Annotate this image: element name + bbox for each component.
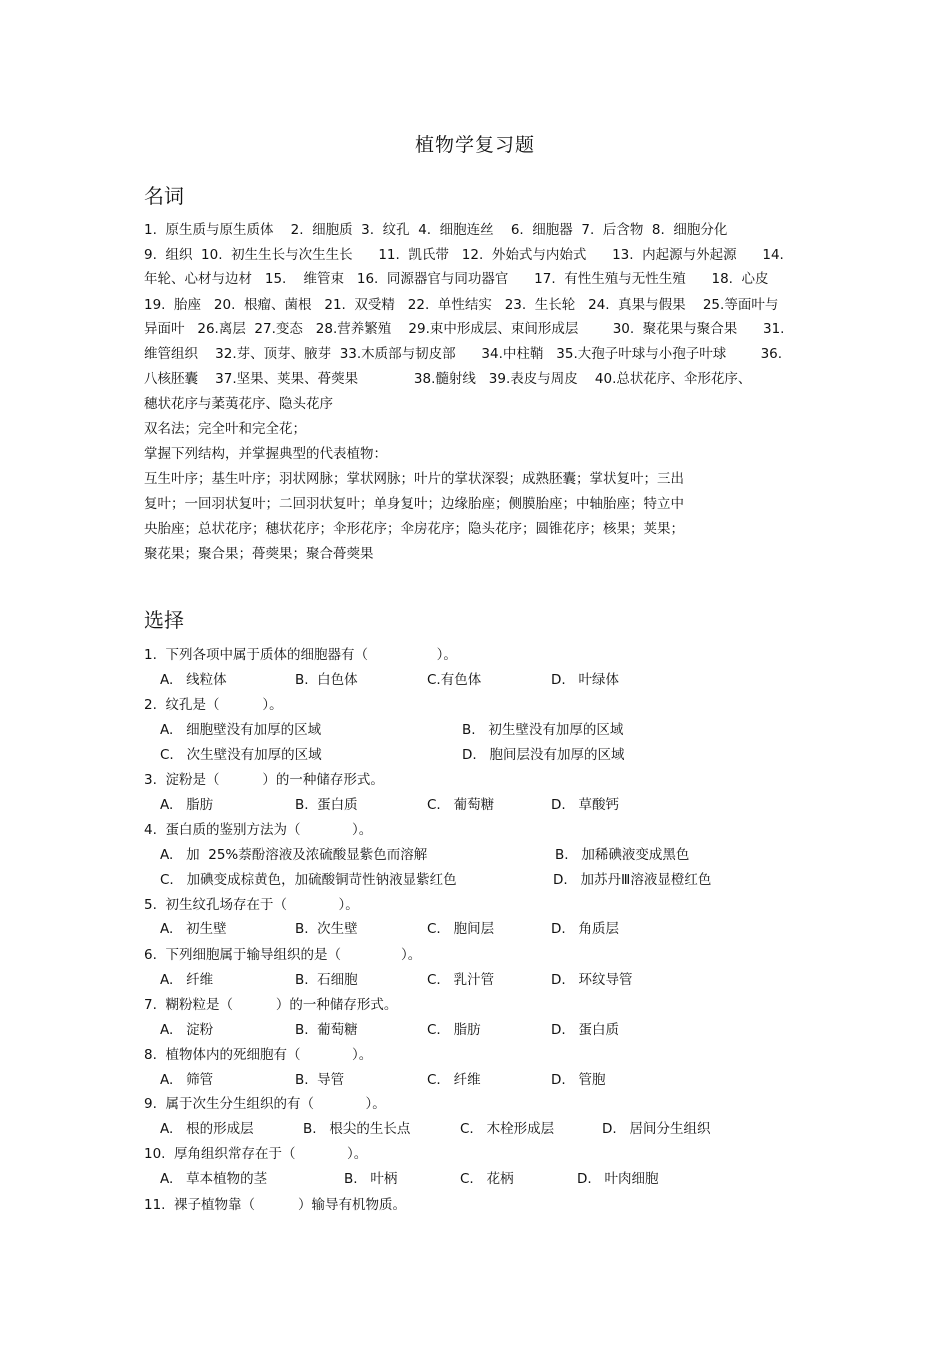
- option-b: B. 蛋白质: [295, 797, 358, 813]
- option-b: B. 叶柄: [344, 1171, 398, 1187]
- question-text: 5. 初生纹孔场存在于（ ）。: [144, 897, 359, 913]
- terms-line: 央胎座；总状花序；穗状花序；伞形花序；伞房花序；隐头花序；圆锥花序；核果；荚果；: [144, 521, 684, 537]
- option-b: B. 导管: [295, 1072, 345, 1088]
- question-text: 3. 淀粉是（ ）的一种储存形式。: [144, 772, 384, 788]
- question-text: 8. 植物体内的死细胞有（ ）。: [144, 1047, 373, 1063]
- option-a: A. 筛管: [160, 1072, 214, 1088]
- option-c: C. 葡萄糖: [427, 797, 495, 813]
- option-b: B. 石细胞: [295, 972, 358, 988]
- option-d: D. 叶肉细胞: [577, 1171, 659, 1187]
- option-d: D. 管胞: [551, 1072, 606, 1088]
- question-text: 6. 下列细胞属于输导组织的是（ ）。: [144, 947, 422, 963]
- option-c: C. 加碘变成棕黄色，加硫酸铜苛性钠液显紫红色: [160, 872, 457, 888]
- terms-line: 聚花果；聚合果；蓇葖果；聚合蓇葖果: [144, 546, 374, 562]
- option-a: A. 加 25%萘酚溶液及浓硫酸显紫色而溶解: [160, 847, 428, 863]
- terms-heading: 名词: [144, 184, 184, 208]
- option-b: B. 初生壁没有加厚的区域: [462, 722, 624, 738]
- option-d: D. 叶绿体: [551, 672, 620, 688]
- question-text: 1. 下列各项中属于质体的细胞器有（ ）。: [144, 647, 457, 663]
- terms-line: 八核胚囊 37.坚果、荚果、蓇葖果 38.髓射线 39.表皮与周皮 40.总状花序、伞形花序、: [144, 371, 752, 387]
- option-d: D. 蛋白质: [551, 1022, 620, 1038]
- option-b: B. 白色体: [295, 672, 358, 688]
- option-d: D. 环纹导管: [551, 972, 633, 988]
- option-c: C. 花柄: [460, 1171, 514, 1187]
- terms-line: 1. 原生质与原生质体 2. 细胞质 3. 纹孔 4. 细胞连丝 6. 细胞器 7. 后含物 8. 细胞分化: [144, 222, 728, 238]
- choice-heading: 选择: [144, 608, 184, 632]
- question-text: 4. 蛋白质的鉴别方法为（ ）。: [144, 822, 373, 838]
- option-c: C. 脂肪: [427, 1022, 481, 1038]
- terms-line: 掌握下列结构，并掌握典型的代表植物：: [144, 446, 387, 462]
- option-a: A. 纤维: [160, 972, 214, 988]
- terms-line: 异面叶 26.离层 27.变态 28.营养繁殖 29.束中形成层、束间形成层 30. 聚花果与聚合果 31.: [144, 321, 785, 337]
- question-text: 2. 纹孔是（ ）。: [144, 697, 283, 713]
- option-a: A. 线粒体: [160, 672, 227, 688]
- page-title: 植物学复习题: [414, 134, 535, 156]
- option-d: D. 加苏丹Ⅲ溶液显橙红色: [553, 872, 712, 888]
- terms-line: 19. 胎座 20. 根瘤、菌根 21. 双受精 22. 单性结实 23. 生长轮 24. 真果与假果 25.等面叶与: [144, 297, 779, 313]
- terms-line: 年轮、心材与边材 15. 维管束 16. 同源器官与同功器官 17. 有性生殖与无性生殖 18. 心皮: [144, 271, 769, 287]
- option-b: B. 根尖的生长点: [303, 1121, 411, 1137]
- option-a: A. 脂肪: [160, 797, 214, 813]
- option-a: A. 细胞壁没有加厚的区域: [160, 722, 322, 738]
- option-a: A. 淀粉: [160, 1022, 214, 1038]
- option-c: C. 胞间层: [427, 921, 495, 937]
- option-d: D. 胞间层没有加厚的区域: [462, 747, 625, 763]
- option-a: A. 根的形成层: [160, 1121, 254, 1137]
- terms-line: 复叶；一回羽状复叶；二回羽状复叶；单身复叶；边缘胎座；侧膜胎座；中轴胎座；特立中: [144, 496, 684, 512]
- terms-line: 9. 组织 10. 初生生长与次生生长 11. 凯氏带 12. 外始式与内始式 13. 内起源与外起源 14.: [144, 247, 784, 263]
- option-b: B. 加稀碘液变成黑色: [555, 847, 690, 863]
- option-c: C. 木栓形成层: [460, 1121, 555, 1137]
- option-a: A. 初生壁: [160, 921, 227, 937]
- option-b: B. 次生壁: [295, 921, 358, 937]
- option-d: D. 角质层: [551, 921, 620, 937]
- question-text: 10. 厚角组织常存在于（ ）。: [144, 1146, 368, 1162]
- terms-line: 双名法；完全叶和完全花；: [144, 421, 306, 437]
- terms-line: 维管组织 32.芽、顶芽、腋芽 33.木质部与韧皮部 34.中柱鞘 35.大孢子叶球与小孢子叶球 36.: [144, 346, 783, 362]
- terms-line: 穗状花序与葇荑花序、隐头花序: [144, 396, 333, 412]
- terms-line: 互生叶序；基生叶序；羽状网脉；掌状网脉；叶片的掌状深裂；成熟胚囊；掌状复叶；三出: [144, 471, 684, 487]
- option-d: D. 居间分生组织: [602, 1121, 711, 1137]
- option-c: C. 纤维: [427, 1072, 481, 1088]
- option-c: C. 次生壁没有加厚的区域: [160, 747, 322, 763]
- option-a: A. 草本植物的茎: [160, 1171, 268, 1187]
- option-b: B. 葡萄糖: [295, 1022, 358, 1038]
- option-d: D. 草酸钙: [551, 797, 620, 813]
- question-text: 9. 属于次生分生组织的有（ ）。: [144, 1096, 386, 1112]
- option-c: C. 乳汁管: [427, 972, 495, 988]
- question-text: 11. 裸子植物靠（ ）输导有机物质。: [144, 1197, 406, 1213]
- option-c: C.有色体: [427, 672, 482, 688]
- question-text: 7. 糊粉粒是（ ）的一种储存形式。: [144, 997, 398, 1013]
